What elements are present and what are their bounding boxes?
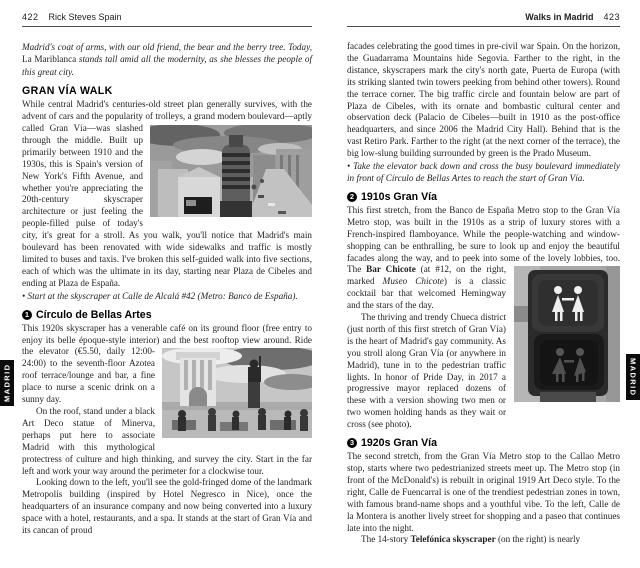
telefonica-bold: Telefónica skyscraper — [410, 534, 496, 545]
chueca-paragraph: The thriving and trendy Chueca district (just north of this first stretch of Gran Vía) is the heart of Madrid's gay community. As you stroll along Gran Vía (or anywhere in Madrid), tune in to the pedestrian traffic lights. In honor of Pride Day, in 2017 a progressive mayor replaced dozens of these with a version showing two men or two women holding hands as they wait or cross (see photo). — [347, 312, 506, 430]
running-title-left: Rick Steves Spain — [48, 12, 122, 22]
circulo-paragraph-2: On the roof, stand under a black Art Deco statue of Minerva, perhaps put here to associate Madrid with this mythological protectress of culture and high thinking, and survey the city. Start in the far left and work your way around the perimeter for a clockwise tour. — [22, 405, 312, 476]
azotea-photo-illustration — [162, 348, 312, 438]
madrid-edge-tab-left: MADRID — [0, 360, 14, 406]
photo-azotea-rooftop — [162, 348, 312, 438]
section-heading-1910s — [347, 191, 620, 203]
gran-via-walk-heading: GRAN VÍA WALK — [22, 85, 113, 98]
1910s-paragraph-1 — [347, 205, 620, 312]
section-heading-circulo — [22, 309, 312, 321]
running-title-right: Walks in Madrid — [525, 12, 594, 22]
running-header-right — [347, 12, 620, 27]
circulo-paragraph-1 — [22, 323, 312, 406]
photo-gran-via-aerial — [150, 125, 312, 217]
walking-direction-1: • Start at the skyscraper at Calle de Alcalá #42 (Metro: Banco de España). — [22, 290, 298, 301]
intro-text-1: Madrid's coat of arms, with our old friend, the bear and the berry tree. Today, — [22, 42, 312, 52]
section-title-1920s: 1920s Gran Vía — [361, 437, 437, 450]
intro-mariblanca: La Mariblanca — [22, 54, 77, 65]
section-number-3-icon: 3 — [347, 438, 357, 448]
page-423-content — [347, 12, 620, 546]
page-number-left: 422 — [22, 12, 39, 22]
section-title-circulo: Círculo de Bellas Artes — [36, 308, 152, 321]
paragraph-text: The 14-story — [361, 534, 411, 545]
paragraph-text: (at #12, on the right, marked — [347, 264, 506, 287]
paragraph-text: While central Madrid's centuries-old street plan generally survives, with the advent of cars and the popularity of trolleys, a — [22, 99, 312, 122]
section-heading-1920s — [347, 437, 620, 449]
paragraph-text: view around. Ride the elevator (€5.50, daily 12:00-24:00) to the seventh-floor Azotea roof terrace/lounge and bar, a fine place to nurse a scenic drink on a sunny day. — [22, 334, 313, 405]
running-header-left — [22, 12, 312, 27]
museo-chicote-italic: Museo Chicote — [382, 276, 444, 287]
section-number-2-icon: 2 — [347, 192, 357, 202]
circulo-paragraph-3: Looking down to the left, you'll see the gold-fringed dome of the landmark Metropolis building (inspired by Hotel Negresco in Nice), once the headquarters of an insurance company and now being converted into a luxury space with a hotel, restaurants, and a spa. It stands at the start of Gran Vía and its cancan of proud — [22, 477, 312, 536]
paragraph-text: This 1920s skyscraper has a venerable café on its ground floor (free entry to enjoy its belle époque-style interior) and the best rooftop — [22, 322, 312, 345]
paragraph-text: The — [347, 264, 367, 275]
paragraph-text: This first stretch, from the Banco de España Metro stop to the Gran Vía Metro stop, was built in the 1910s as a strip of luxury stores with a French-inspired flamboyance. While the people-watching and window-shopping can be enthralling, be sure to look up and enjoy the beautiful facades along the way, and to peek into some of the lovely lobbies, too. — [347, 204, 620, 263]
section-title-1910s: 1910s Gran Vía — [361, 190, 437, 203]
traffic-light-photo-illustration — [514, 266, 620, 402]
photo-pride-traffic-light — [514, 266, 620, 402]
1920s-paragraph-1: The second stretch, from the Gran Vía Metro stop to the Callao Metro stop, starts where two pedestrianized streets meet up. The Metro stop (in front of the McDonald's) is rebuilt in original 1919 Art Deco style. To the right, Calle de Fuencarral is one of the trendiest pedestrian zones in town, with famous brand-name shops and a youthful vibe. To the left, Calle de la Montera is another lively street for shopping and a paseo that continues late into the night. — [347, 451, 620, 533]
paragraph-text: ) is a classic cocktail bar that welcomed Hemingway and the stars of the day. — [347, 276, 506, 311]
telefonica-paragraph — [347, 534, 620, 546]
intro-paragraph — [22, 41, 312, 78]
gran-via-intro-paragraph — [22, 99, 312, 290]
section-number-1-icon: 1 — [22, 310, 32, 320]
walking-direction-2: • Take the elevator back down and cross the busy boulevard immediately in front of Círculo de Bellas Artes to reach the start of Gran Vía. — [347, 161, 620, 183]
gran-via-photo-illustration — [150, 125, 312, 217]
continuation-paragraph: facades celebrating the good times in pre-civil war Spain. On the horizon, the Guadarrama Mountains hide Segovia. Farther to the right, in the distance, skyscrapers mark the city's north gate, Puerta de Europa (with its striking slanted twin towers peeking from behind other towers). Round the terrace corner. The big traffic circle and fountain below are part of Plaza de Cibeles, with its ornate and bombastic cultural center and observation deck (Palacio de Cibeles—built in 1910 as the post-office headquarters, and since 2006 the Madrid City Hall). Behind that is the vast Retiro Park. Farther to the right (at the next corner of the terrace), the big low-slung building surrounded by green is the Prado Museum. — [347, 41, 620, 159]
bar-chicote-bold: Bar Chicote — [366, 264, 416, 275]
intro-text-2: stands tall amid all the modernity, as she blesses the people of this great city. — [22, 54, 312, 77]
paragraph-text: grand modern boulevard—aptly called Gran Vía—was slashed through the middle. Built up primarily between 1910 and the 1930s, this is Spain's version of New York's Fifth Avenue, and whether you're appreciating the 20th-century skyscraper architecture or just feeling the people-filled pulse of today's city, it's great for a stroll. As you walk, you'll notice that Madrid's main boulevard has been renovated with wide sidewalks and traffic is mostly limited to buses and taxis. I've broken this self-guided walk into five sections, each of which was the ultimate in its day, starting near Plaza de Cibeles and ending at Plaza de España. — [22, 111, 312, 288]
madrid-edge-tab-right: MADRID — [626, 354, 640, 400]
page-423 — [320, 0, 640, 568]
page-number-right: 423 — [603, 12, 620, 22]
paragraph-text: (on the right) is nearly — [495, 534, 581, 545]
page-422-content — [22, 12, 312, 537]
